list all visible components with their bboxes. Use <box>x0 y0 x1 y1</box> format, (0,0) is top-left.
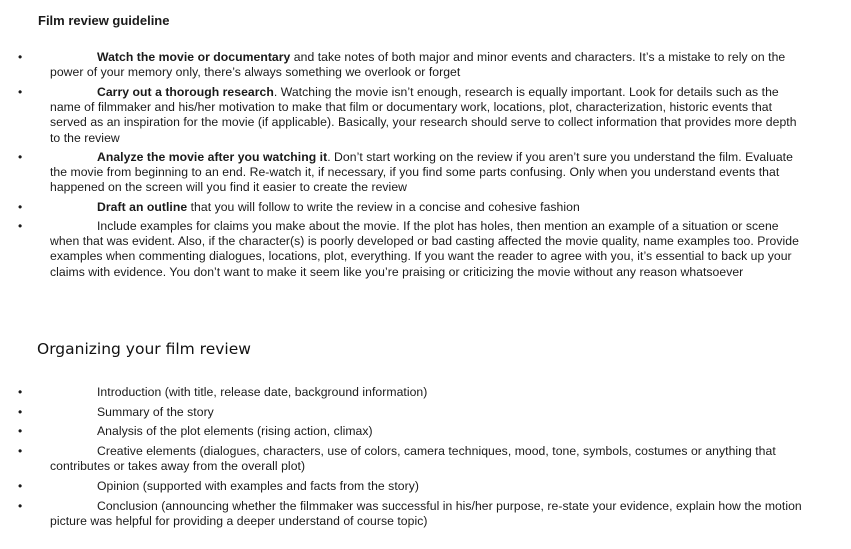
guideline-title: Film review guideline <box>38 13 170 28</box>
item-text: Creative elements (dialogues, characters, use of colors, camera techniques, mood, tone, symbols, costumes or anything that contributes or takes away from the overall plot) <box>50 444 776 474</box>
item-body: . Watching the movie isn’t enough, research is equally important. Look for details such as the name of filmmaker and his/her motivation to make that film or documentary work, locations, plot, characterization, historic events that served as an inspiration for the movie (if applicable). Basically, your research should serve to collect information that provides more depth to the review <box>50 85 797 145</box>
bullet-icon: • <box>18 85 23 99</box>
bullet-icon: • <box>18 50 23 64</box>
bullet-icon: • <box>18 444 23 458</box>
item-lead: Watch the movie or documentary <box>97 50 291 64</box>
item-lead: Draft an outline <box>97 200 188 214</box>
bullet-icon: • <box>18 219 23 233</box>
bullet-icon: • <box>18 150 23 164</box>
item-body: . Don’t start working on the review if you aren’t sure you understand the film. Evaluate the movie from beginning to an end. Re-watch it, if necessary, if you find some parts confusing. Only when you understand events that happened on the screen will you find it easier to create the review <box>50 150 793 195</box>
bullet-icon: • <box>18 200 23 214</box>
item-body: that you will follow to write the review in a concise and cohesive fashion <box>187 200 580 214</box>
item-text: Opinion (supported with examples and facts from the story) <box>97 479 419 493</box>
bullet-icon: • <box>18 424 23 438</box>
bullet-icon: • <box>18 385 23 399</box>
item-text: Introduction (with title, release date, background information) <box>97 385 428 399</box>
item-body: Include examples for claims you make about the movie. If the plot has holes, then mention an example of a situation or scene when that was evident. Also, if the character(s) is poorly developed or bad casting affected the movie quality, name examples too. Provide examples when commenting dialogues, locations, plot, everything. If you want the reader to agree with you, it’s essential to back up your claims with evidence. You don’t want to make it seem like you’re praising or criticizing the movie without any reason whatsoever <box>50 219 799 279</box>
bullet-icon: • <box>18 405 23 419</box>
item-text: Summary of the story <box>97 405 214 419</box>
item-lead: Analyze the movie after you watching it <box>97 150 328 164</box>
item-text: Analysis of the plot elements (rising action, climax) <box>97 424 373 438</box>
organizing-title: Organizing your film review <box>37 340 251 358</box>
item-lead: Carry out a thorough research <box>97 85 274 99</box>
bullet-icon: • <box>18 479 23 493</box>
item-body: and take notes of both major and minor events and characters. It’s a mistake to rely on the power of your memory only, there’s always something we overlook or forget <box>50 50 786 80</box>
item-text: Conclusion (announcing whether the filmmaker was successful in his/her purpose, re-state your evidence, explain how the motion picture was helpful for providing a deeper understand of course topic) <box>50 499 802 529</box>
bullet-icon: • <box>18 499 23 513</box>
